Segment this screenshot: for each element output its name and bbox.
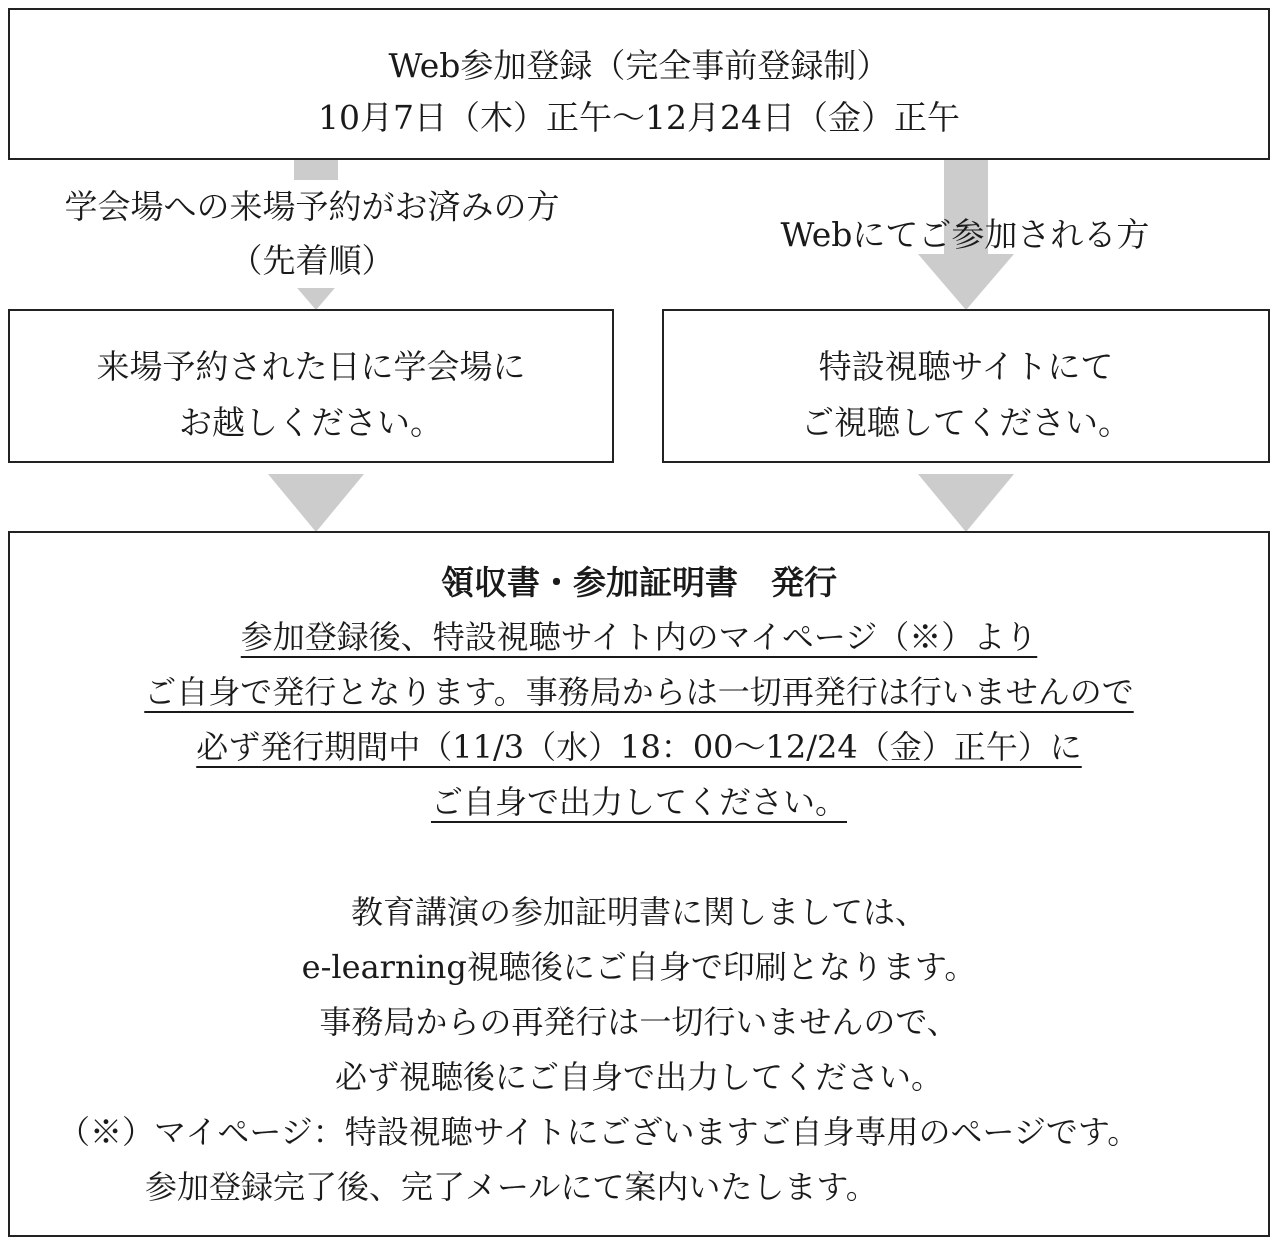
certificate-notice-line [10,665,1268,720]
registration-period: 10月7日（木）正午～12月24日（金）正午 [318,98,960,137]
web-instruction-line2: ご視聴してください。 [801,403,1131,442]
underlined-text: ご自身で出力してください。 [430,783,847,821]
certificate-notice-line [10,720,1268,775]
certificate-heading: 領収書・参加証明書 発行 [441,563,837,602]
onsite-label-line2: （先着順） [229,241,395,280]
underlined-text: 必ず発行期間中（11/3（水）18：00～12/24（金）正午）に [196,728,1082,766]
onsite-instruction-line2: お越しください。 [179,403,443,442]
underlined-text: ご自身で発行となります。事務局からは一切再発行は行いませんので [144,673,1134,711]
web-instruction-line1: 特設視聴サイトにて [818,347,1114,386]
education-note-line: e-learning視聴後にご自身で印刷となります。 [301,948,977,986]
mypage-footnote-continued: 参加登録完了後、完了メールにて案内いたします。 [145,1168,878,1206]
onsite-label-line1: 学会場への来場予約がお済みの方 [64,187,560,226]
arrow-down-left-bottom [268,474,364,532]
mypage-footnote: （※）マイページ：特設視聴サイトにございますご自身専用のページです。 [58,1113,1140,1151]
underlined-text: 参加登録後、特設視聴サイト内のマイページ（※）より [240,618,1038,656]
web-instruction-box [662,309,1270,463]
education-note-line: 教育講演の参加証明書に関しましては、 [350,893,927,931]
certificate-notice-line [10,775,1268,830]
web-label-text: Webにてご参加される方 [780,215,1150,254]
education-note-line: 事務局からの再発行は一切行いませんので、 [319,1003,959,1041]
certificate-notice-line [10,610,1268,665]
registration-box [8,8,1270,160]
education-note-line: 必ず視聴後にご自身で出力してください。 [334,1058,943,1096]
onsite-instruction-box [8,309,614,463]
arrow-down-right-bottom [918,474,1014,532]
onsite-instruction-line1: 来場予約された日に学会場に [96,347,526,386]
web-branch-label [720,208,1210,262]
onsite-branch-label [0,180,624,288]
certificate-box [8,531,1270,1237]
spacer [10,830,1268,885]
registration-title: Web参加登録（完全事前登録制） [388,46,890,85]
